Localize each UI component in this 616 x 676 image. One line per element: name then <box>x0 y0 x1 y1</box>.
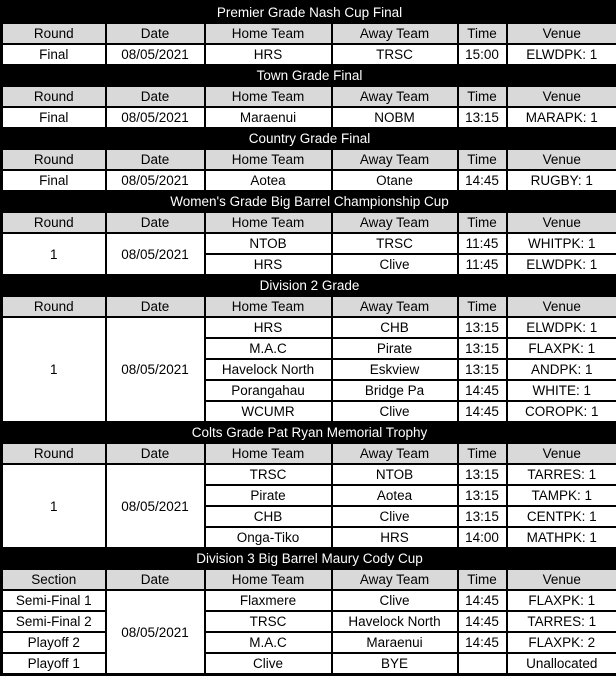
cell-home-team: NTOB <box>205 233 332 254</box>
column-header: Away Team <box>332 86 458 107</box>
cell-home-team: TRSC <box>205 464 332 485</box>
cell-away-team: Clive <box>332 506 458 527</box>
cell-round: Final <box>2 170 106 191</box>
cell-away-team: Otane <box>332 170 458 191</box>
cell-time: 13:15 <box>458 317 507 338</box>
section-title-row <box>2 548 616 569</box>
cell-time: 14:45 <box>458 380 507 401</box>
column-header: Away Team <box>332 569 458 590</box>
section-title: Premier Grade Nash Cup Final <box>2 2 616 24</box>
column-header: Date <box>106 443 205 464</box>
column-header: Round <box>2 23 106 44</box>
cell-time: 14:45 <box>458 170 507 191</box>
cell-away-team: Havelock North <box>332 611 458 632</box>
section-title-row <box>2 2 616 24</box>
cell-home-team: Onga-Tiko <box>205 527 332 548</box>
cell-home-team: Aotea <box>205 170 332 191</box>
cell-round: Final <box>2 44 106 65</box>
cell-home-team: HRS <box>205 44 332 65</box>
cell-venue: MARAPK: 1 <box>507 107 616 128</box>
cell-date: 08/05/2021 <box>106 464 205 548</box>
cell-away-team: NOBM <box>332 107 458 128</box>
column-header: Venue <box>507 86 616 107</box>
cell-home-team: Porangahau <box>205 380 332 401</box>
column-header-row <box>2 212 616 233</box>
cell-round: Final <box>2 107 106 128</box>
cell-venue: WHITE: 1 <box>507 380 616 401</box>
cell-time: 14:45 <box>458 590 507 611</box>
column-header: Away Team <box>332 23 458 44</box>
cell-round: 1 <box>2 233 106 275</box>
column-header: Venue <box>507 443 616 464</box>
column-header: Date <box>106 296 205 317</box>
column-header: Away Team <box>332 212 458 233</box>
column-header-row <box>2 86 616 107</box>
cell-time: 14:45 <box>458 632 507 653</box>
cell-venue: FLAXPK: 2 <box>507 632 616 653</box>
column-header: Time <box>458 296 507 317</box>
column-header: Away Team <box>332 296 458 317</box>
column-header: Away Team <box>332 443 458 464</box>
cell-home-team: WCUMR <box>205 401 332 422</box>
match-row <box>2 653 616 675</box>
column-header: Home Team <box>205 149 332 170</box>
cell-away-team: CHB <box>332 317 458 338</box>
column-header: Home Team <box>205 212 332 233</box>
match-row <box>2 611 616 632</box>
column-header: Time <box>458 86 507 107</box>
section-title: Country Grade Final <box>2 128 616 149</box>
column-header: Home Team <box>205 86 332 107</box>
column-header: Home Team <box>205 569 332 590</box>
section-title-row <box>2 128 616 149</box>
section-title: Division 2 Grade <box>2 275 616 296</box>
cell-away-team: BYE <box>332 653 458 675</box>
cell-time <box>458 653 507 675</box>
cell-time: 11:45 <box>458 233 507 254</box>
cell-round: 1 <box>2 464 106 548</box>
cell-away-team: Aotea <box>332 485 458 506</box>
column-header: Round <box>2 86 106 107</box>
section-title: Women's Grade Big Barrel Championship Cup <box>2 191 616 212</box>
column-header: Date <box>106 86 205 107</box>
cell-date: 08/05/2021 <box>106 44 205 65</box>
cell-venue: FLAXPK: 1 <box>507 338 616 359</box>
cell-time: 14:45 <box>458 401 507 422</box>
cell-away-team: Clive <box>332 401 458 422</box>
cell-away-team: Clive <box>332 590 458 611</box>
cell-home-team: Clive <box>205 653 332 675</box>
cell-away-team: TRSC <box>332 44 458 65</box>
fixtures-table-body <box>2 2 616 675</box>
cell-away-team: Maraenui <box>332 632 458 653</box>
cell-away-team: Clive <box>332 254 458 275</box>
cell-away-team: HRS <box>332 527 458 548</box>
cell-round: 1 <box>2 317 106 422</box>
cell-venue: FLAXPK: 1 <box>507 590 616 611</box>
section-title-row <box>2 275 616 296</box>
column-header: Date <box>106 569 205 590</box>
cell-away-team: NTOB <box>332 464 458 485</box>
cell-home-team: TRSC <box>205 611 332 632</box>
match-row <box>2 170 616 191</box>
cell-away-team: Eskview <box>332 359 458 380</box>
column-header: Section <box>2 569 106 590</box>
column-header: Round <box>2 212 106 233</box>
cell-home-team: Maraenui <box>205 107 332 128</box>
cell-venue: TAMPK: 1 <box>507 485 616 506</box>
cell-venue: TARRES: 1 <box>507 464 616 485</box>
cell-venue: ELWDPK: 1 <box>507 254 616 275</box>
column-header: Time <box>458 212 507 233</box>
cell-away-team: TRSC <box>332 233 458 254</box>
cell-venue: ELWDPK: 1 <box>507 317 616 338</box>
cell-time: 11:45 <box>458 254 507 275</box>
section-title-row <box>2 65 616 86</box>
column-header: Date <box>106 23 205 44</box>
cell-time: 13:15 <box>458 464 507 485</box>
cell-venue: CENTPK: 1 <box>507 506 616 527</box>
match-row <box>2 107 616 128</box>
column-header: Home Team <box>205 23 332 44</box>
cell-section-label: Playoff 2 <box>2 632 106 653</box>
cell-home-team: Havelock North <box>205 359 332 380</box>
cell-venue: WHITPK: 1 <box>507 233 616 254</box>
cell-section-label: Semi-Final 1 <box>2 590 106 611</box>
match-row <box>2 44 616 65</box>
section-title: Division 3 Big Barrel Maury Cody Cup <box>2 548 616 569</box>
cell-time: 14:00 <box>458 527 507 548</box>
cell-home-team: M.A.C <box>205 632 332 653</box>
cell-away-team: Bridge Pa <box>332 380 458 401</box>
cell-time: 13:15 <box>458 359 507 380</box>
cell-time: 13:15 <box>458 506 507 527</box>
cell-time: 13:15 <box>458 338 507 359</box>
column-header: Date <box>106 149 205 170</box>
column-header-row <box>2 443 616 464</box>
cell-venue: COROPK: 1 <box>507 401 616 422</box>
cell-date: 08/05/2021 <box>106 170 205 191</box>
cell-home-team: HRS <box>205 254 332 275</box>
section-title-row <box>2 422 616 443</box>
column-header: Venue <box>507 569 616 590</box>
cell-time: 15:00 <box>458 44 507 65</box>
column-header-row <box>2 569 616 590</box>
column-header: Round <box>2 149 106 170</box>
match-row <box>2 590 616 611</box>
cell-home-team: HRS <box>205 317 332 338</box>
cell-date: 08/05/2021 <box>106 107 205 128</box>
cell-home-team: CHB <box>205 506 332 527</box>
column-header-row <box>2 23 616 44</box>
column-header: Home Team <box>205 443 332 464</box>
cell-venue: ELWDPK: 1 <box>507 44 616 65</box>
column-header: Date <box>106 212 205 233</box>
cell-venue: TARRES: 1 <box>507 611 616 632</box>
cell-date: 08/05/2021 <box>106 233 205 275</box>
section-title: Colts Grade Pat Ryan Memorial Trophy <box>2 422 616 443</box>
cell-venue: RUGBY: 1 <box>507 170 616 191</box>
cell-section-label: Semi-Final 2 <box>2 611 106 632</box>
cell-home-team: Flaxmere <box>205 590 332 611</box>
column-header-row <box>2 296 616 317</box>
cell-venue: ANDPK: 1 <box>507 359 616 380</box>
match-row <box>2 233 616 254</box>
column-header: Round <box>2 443 106 464</box>
match-row <box>2 464 616 485</box>
section-title-row <box>2 191 616 212</box>
cell-date: 08/05/2021 <box>106 590 205 675</box>
cell-home-team: Pirate <box>205 485 332 506</box>
cell-venue: MATHPK: 1 <box>507 527 616 548</box>
match-row <box>2 317 616 338</box>
column-header: Time <box>458 149 507 170</box>
column-header: Away Team <box>332 149 458 170</box>
cell-time: 13:15 <box>458 485 507 506</box>
cell-venue: Unallocated <box>507 653 616 675</box>
column-header: Time <box>458 569 507 590</box>
cell-section-label: Playoff 1 <box>2 653 106 675</box>
cell-time: 14:45 <box>458 611 507 632</box>
section-title: Town Grade Final <box>2 65 616 86</box>
cell-away-team: Pirate <box>332 338 458 359</box>
cell-date: 08/05/2021 <box>106 317 205 422</box>
column-header: Venue <box>507 149 616 170</box>
cell-time: 13:15 <box>458 107 507 128</box>
column-header: Time <box>458 443 507 464</box>
column-header: Round <box>2 296 106 317</box>
match-row <box>2 632 616 653</box>
column-header-row <box>2 149 616 170</box>
column-header: Time <box>458 23 507 44</box>
column-header: Venue <box>507 212 616 233</box>
column-header: Venue <box>507 296 616 317</box>
cell-home-team: M.A.C <box>205 338 332 359</box>
column-header: Home Team <box>205 296 332 317</box>
column-header: Venue <box>507 23 616 44</box>
